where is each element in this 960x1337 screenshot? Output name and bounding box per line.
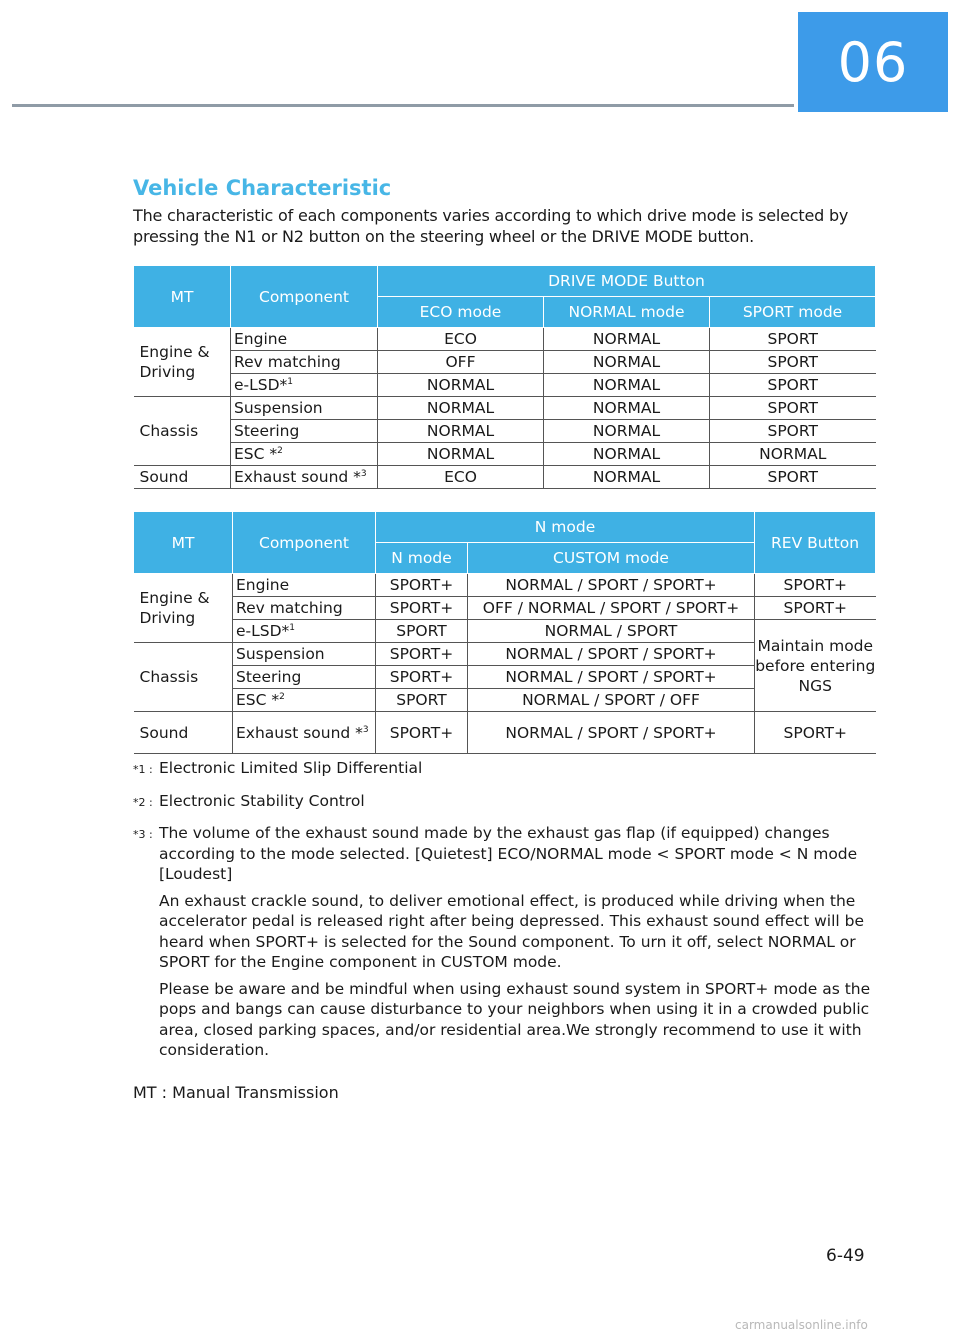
header-normal-mode: NORMAL mode (544, 297, 710, 328)
table-row (134, 397, 876, 420)
component-cell: Engine (233, 574, 376, 597)
component-cell: Rev matching (233, 597, 376, 620)
table-row (134, 466, 876, 489)
value-cell: SPORT+ (376, 666, 468, 689)
header-n-mode-group: N mode (376, 512, 755, 543)
value-cell: SPORT (710, 351, 876, 374)
value-cell: ECO (378, 466, 544, 489)
footnote-text: Electronic Limited Slip Differential (159, 759, 423, 777)
group-sound: Sound (134, 466, 231, 489)
mt-note: MT : Manual Transmission (133, 1082, 339, 1102)
table-row (134, 328, 876, 351)
table-row (134, 351, 876, 374)
footnote-text: Electronic Stability Control (159, 791, 365, 810)
header-component: Component (233, 512, 376, 574)
value-cell: SPORT (710, 374, 876, 397)
component-cell: Steering (233, 666, 376, 689)
table-row (134, 712, 876, 754)
value-cell: NORMAL (378, 397, 544, 420)
value-cell: ECO (378, 328, 544, 351)
value-cell: SPORT (376, 620, 468, 643)
table-row (134, 574, 876, 597)
value-cell: SPORT+ (376, 643, 468, 666)
component-cell: Steering (231, 420, 378, 443)
component-cell: Rev matching (231, 351, 378, 374)
value-cell: NORMAL (544, 351, 710, 374)
value-cell: NORMAL (544, 397, 710, 420)
value-cell: NORMAL (544, 443, 710, 466)
value-cell: SPORT+ (376, 597, 468, 620)
page-content (133, 176, 877, 1102)
value-cell: SPORT (710, 397, 876, 420)
group-sound: Sound (134, 712, 233, 754)
footnote-text: Please be aware and be mindful when using exhaust sound system in SPORT+ mode as the pops and bangs can cause disturbance to your neighbors when using it in a crowded public area, closed parking spaces, and/or residential area.We strongly recommend to use it with consideration. (159, 979, 871, 1059)
footnote-text: The volume of the exhaust sound made by the exhaust gas flap (if equipped) changes according to the mode selected. [Quietest] ECO/NORMAL mode < SPORT mode < N mode [Loudest] (159, 824, 858, 883)
group-engine-driving: Engine & Driving (134, 574, 233, 643)
component-cell: Suspension (231, 397, 378, 420)
table-row (134, 443, 876, 466)
table-row (134, 374, 876, 397)
footnote-mark: *2 : (133, 795, 153, 809)
header-rev-button: REV Button (755, 512, 876, 574)
component-cell: Engine (231, 328, 378, 351)
value-cell: SPORT (710, 328, 876, 351)
value-cell: SPORT+ (755, 597, 876, 620)
value-cell: NORMAL / SPORT / SPORT+ (468, 712, 755, 754)
value-cell: SPORT+ (755, 712, 876, 754)
group-chassis: Chassis (134, 397, 231, 466)
value-cell: NORMAL (544, 374, 710, 397)
header-sport-mode: SPORT mode (710, 297, 876, 328)
component-cell: ESC *$^2$ (233, 689, 376, 712)
group-engine-driving: Engine & Driving (134, 328, 231, 397)
page-number: 6-49 (826, 1246, 865, 1266)
value-cell: SPORT (376, 689, 468, 712)
value-cell: NORMAL (710, 443, 876, 466)
component-cell: Suspension (233, 643, 376, 666)
value-cell: NORMAL (378, 443, 544, 466)
footnote-text: An exhaust crackle sound, to deliver emotional effect, is produced while driving when the accelerator pedal is released right after being depressed. This exhaust sound effect will be heard when SPORT+ is selected for the Sound component. To urn it off, select NORMAL or SPORT for the Engine component in CUSTOM mode. (159, 891, 864, 971)
table-row (134, 620, 876, 643)
header-eco-mode: ECO mode (378, 297, 544, 328)
header-mt: MT (134, 266, 231, 328)
table-row (134, 420, 876, 443)
component-cell: e-LSD*$^1$ (231, 374, 378, 397)
value-cell: NORMAL (544, 466, 710, 489)
table-row (134, 597, 876, 620)
value-cell: OFF (378, 351, 544, 374)
value-cell: SPORT (710, 466, 876, 489)
value-cell: NORMAL / SPORT / SPORT+ (468, 643, 755, 666)
value-cell: NORMAL (544, 328, 710, 351)
footnote-mark: *1 : (133, 763, 153, 776)
group-chassis: Chassis (134, 643, 233, 712)
watermark: carmanualsonline.info (735, 1318, 868, 1332)
value-cell: SPORT+ (376, 574, 468, 597)
component-cell: Exhaust sound *$^3$ (231, 466, 378, 489)
value-cell: SPORT (710, 420, 876, 443)
footnote (133, 791, 877, 818)
header-drive-mode-button: DRIVE MODE Button (378, 266, 876, 297)
header-rule (12, 104, 794, 107)
n-mode-table (133, 511, 876, 754)
value-cell: SPORT+ (755, 574, 876, 597)
drive-mode-table (133, 265, 876, 489)
value-cell: NORMAL / SPORT / SPORT+ (468, 666, 755, 689)
value-cell: NORMAL / SPORT / OFF (468, 689, 755, 712)
value-cell: SPORT+ (376, 712, 468, 754)
footnotes (133, 758, 877, 1067)
header-component: Component (231, 266, 378, 328)
component-cell: Exhaust sound *$^3$ (233, 712, 376, 754)
footnote-mark: *3 : (133, 828, 153, 841)
header-mt: MT (134, 512, 233, 574)
value-cell: NORMAL (544, 420, 710, 443)
value-cell: NORMAL (378, 374, 544, 397)
intro-paragraph: The characteristic of each components varies according to which drive mode is selected by pressing the N1 or N2 button on the steering wheel or the DRIVE MODE button. (133, 206, 849, 246)
chapter-tab: 06 (798, 12, 948, 112)
header-n-mode: N mode (376, 543, 468, 574)
maintain-mode-cell: Maintain mode before entering NGS (755, 620, 876, 712)
value-cell: NORMAL (378, 420, 544, 443)
value-cell: NORMAL / SPORT (468, 620, 755, 643)
footnote (133, 758, 877, 785)
footnote (133, 823, 877, 1067)
section-title: Vehicle Characteristic (133, 176, 392, 200)
value-cell: NORMAL / SPORT / SPORT+ (468, 574, 755, 597)
header-custom-mode: CUSTOM mode (468, 543, 755, 574)
component-cell: e-LSD*$^1$ (233, 620, 376, 643)
value-cell: OFF / NORMAL / SPORT / SPORT+ (468, 597, 755, 620)
component-cell: ESC *$^2$ (231, 443, 378, 466)
